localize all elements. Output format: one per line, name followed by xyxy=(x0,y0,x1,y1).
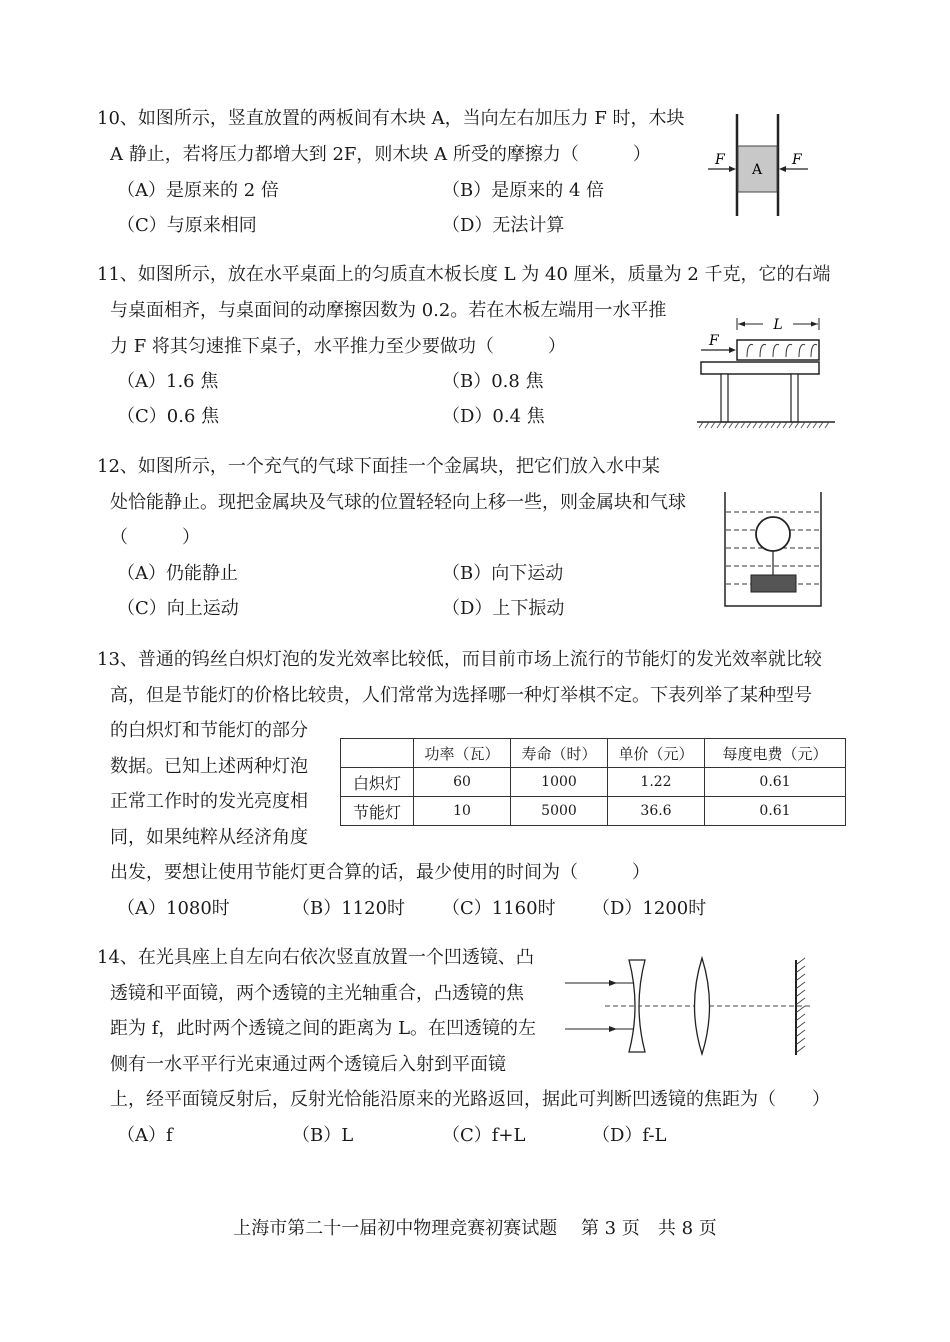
q12-option-b: （B）向下运动 xyxy=(442,563,564,584)
table-header-cell: 每度电费（元） xyxy=(705,739,846,768)
table-cell: 0.61 xyxy=(705,797,846,826)
q14-line-3: 距为 f，此时两个透镜之间的距离为 L。在凹透镜的左 xyxy=(110,1018,537,1039)
q14-option-c: （C）f+L xyxy=(442,1125,526,1146)
q13-option-d: （D）1200时 xyxy=(592,898,707,919)
q11-line-1: 11、如图所示，放在水平桌面上的匀质直木板长度 L 为 40 厘米，质量为 2 千克，它的右端 xyxy=(97,264,831,285)
q11-table-top xyxy=(701,362,819,374)
table-row xyxy=(341,768,846,797)
q13-line-5: 正常工作时的发光亮度相 xyxy=(110,791,308,812)
q11-board xyxy=(737,340,819,360)
q11-option-d: （D）0.4 焦 xyxy=(442,406,545,427)
q11-figure-table xyxy=(695,310,840,435)
q13-line-2: 高，但是节能灯的价格比较贵，人们常常为选择哪一种灯举棋不定。下表列举了某种型号 xyxy=(110,685,812,706)
table-header-cell: 功率（瓦） xyxy=(414,739,511,768)
q13-line-4: 数据。已知上述两种灯泡 xyxy=(110,756,308,777)
q10-option-c: （C）与原来相同 xyxy=(117,215,257,236)
q13-line-1: 13、普通的钨丝白炽灯泡的发光效率比较低，而目前市场上流行的节能灯的发光效率就比较 xyxy=(97,649,822,670)
q12-figure-balloon xyxy=(722,490,824,610)
page-footer: 上海市第二十一届初中物理竞赛初赛试题 第 3 页 共 8 页 xyxy=(233,1218,717,1239)
q12-balloon xyxy=(756,517,790,551)
q14-convex-lens xyxy=(695,958,710,1054)
q12-line-2: 处恰能静止。现把金属块及气球的位置轻轻向上移一些，则金属块和气球 xyxy=(110,492,686,513)
q13-option-a: （A）1080时 xyxy=(117,898,230,919)
q11-line-3: 力 F 将其匀速推下桌子，水平推力至少要做功（ ） xyxy=(110,336,566,357)
q12-option-a: （A）仍能静止 xyxy=(117,563,238,584)
q10-figure-plates xyxy=(700,110,810,220)
q12-option-c: （C）向上运动 xyxy=(117,598,239,619)
q10-line-1: 10、如图所示，竖直放置的两板间有木块 A，当向左右加压力 F 时，木块 xyxy=(97,108,685,129)
q11-length-label: L xyxy=(773,317,783,333)
q11-force-label: F xyxy=(709,333,719,349)
q14-line-2: 透镜和平面镜，两个透镜的主光轴重合，凸透镜的焦 xyxy=(110,983,524,1004)
q10-option-a: （A）是原来的 2 倍 xyxy=(117,180,279,201)
table-header-cell: 寿命（时） xyxy=(511,739,608,768)
table-cell: 5000 xyxy=(511,797,608,826)
q11-option-c: （C）0.6 焦 xyxy=(117,406,220,427)
q11-option-b: （B）0.8 焦 xyxy=(442,371,544,392)
q13-line-6: 同，如果纯粹从经济角度 xyxy=(110,827,308,848)
q12-line-1: 12、如图所示，一个充气的气球下面挂一个金属块，把它们放入水中某 xyxy=(97,456,660,477)
q14-line-5: 上，经平面镜反射后，反射光恰能沿原来的光路返回，据此可判断凹透镜的焦距为（ ） xyxy=(110,1089,830,1110)
q10-option-d: （D）无法计算 xyxy=(442,215,565,236)
q13-data-table xyxy=(340,738,846,826)
table-cell: 1000 xyxy=(511,768,608,797)
q12-metal-block xyxy=(751,575,796,592)
q14-option-d: （D）f-L xyxy=(592,1125,667,1146)
q12-option-d: （D）上下振动 xyxy=(442,598,565,619)
table-header-cell: 单价（元） xyxy=(608,739,705,768)
q10-line-2: A 静止，若将压力都增大到 2F，则木块 A 所受的摩擦力（ ） xyxy=(110,144,651,165)
q13-option-b: （B）1120时 xyxy=(292,898,406,919)
table-cell: 白炽灯 xyxy=(341,768,414,797)
table-cell: 60 xyxy=(414,768,511,797)
q14-option-a: （A）f xyxy=(117,1125,173,1146)
q10-force-right-label: F xyxy=(792,152,802,168)
q14-option-b: （B）L xyxy=(292,1125,354,1146)
table-cell: 10 xyxy=(414,797,511,826)
q12-line-3: （ ） xyxy=(110,527,200,548)
q14-line-4: 侧有一水平平行光束通过两个透镜后入射到平面镜 xyxy=(110,1054,506,1075)
table-header-row xyxy=(341,739,846,768)
table-cell: 0.61 xyxy=(705,768,846,797)
q11-option-a: （A）1.6 焦 xyxy=(117,371,219,392)
table-cell: 节能灯 xyxy=(341,797,414,826)
q11-line-2: 与桌面相齐，与桌面间的动摩擦因数为 0.2。若在木板左端用一水平推 xyxy=(110,300,667,321)
q13-option-c: （C）1160时 xyxy=(442,898,556,919)
q13-line-7: 出发，要想让使用节能灯更合算的话，最少使用的时间为（ ） xyxy=(110,862,650,883)
table-cell: 1.22 xyxy=(608,768,705,797)
q14-line-1: 14、在光具座上自左向右依次竖直放置一个凹透镜、凸 xyxy=(97,947,534,968)
q10-block-label: A xyxy=(751,162,763,178)
table-cell: 36.6 xyxy=(608,797,705,826)
q10-force-left-label: F xyxy=(715,152,725,168)
q13-line-3: 的白炽灯和节能灯的部分 xyxy=(110,720,308,741)
q10-option-b: （B）是原来的 4 倍 xyxy=(442,180,605,201)
table-row xyxy=(341,797,846,826)
q14-figure-optics xyxy=(565,950,815,1060)
table-header-cell xyxy=(341,739,414,768)
